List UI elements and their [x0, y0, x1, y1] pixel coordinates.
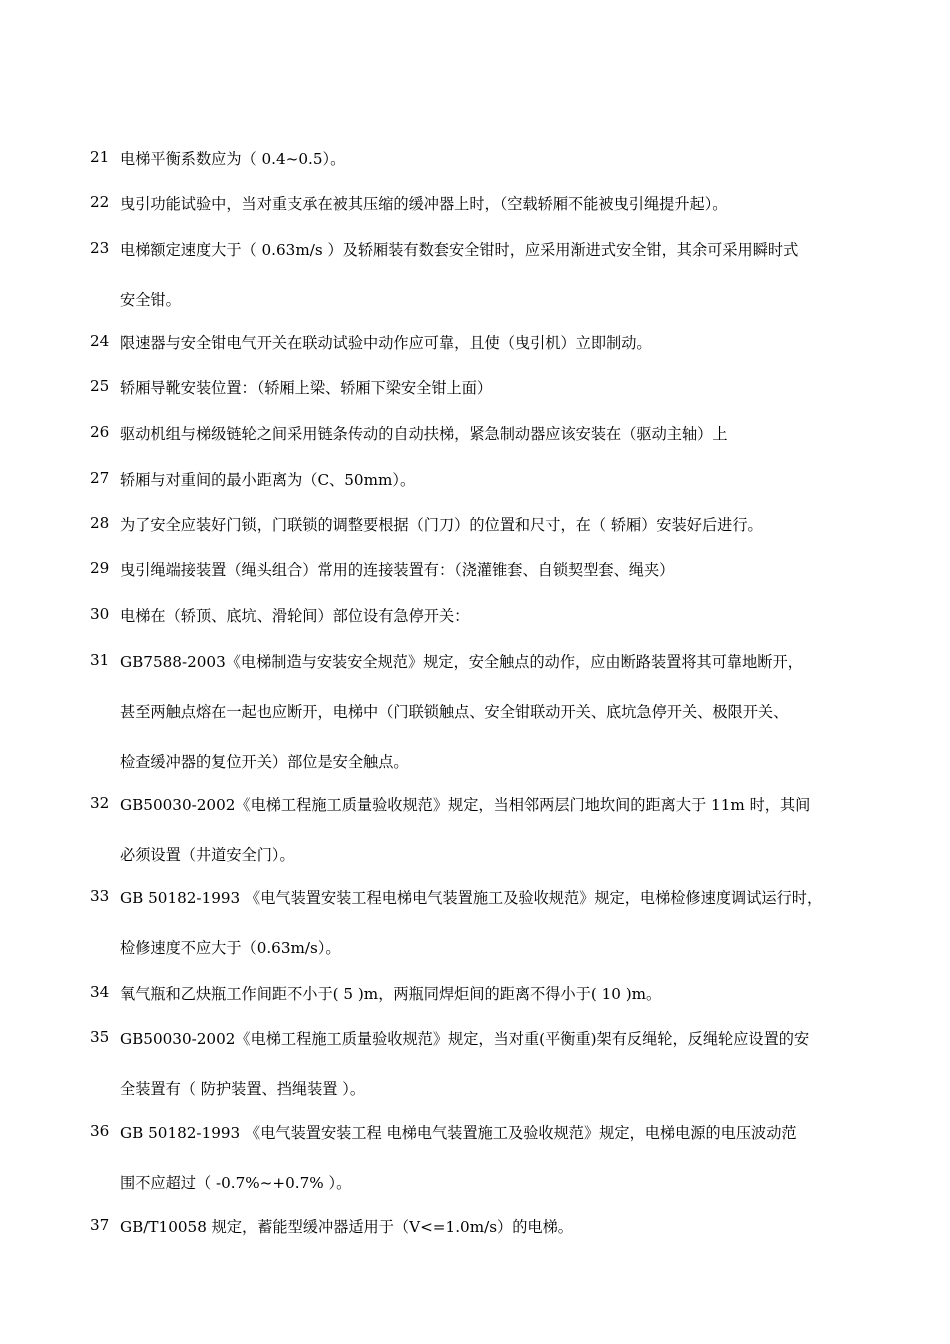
item-text: 安全钳。 [120, 291, 181, 309]
item-text: 轿厢导靴安装位置：（轿厢上梁、轿厢下梁安全钳上面） [120, 379, 493, 397]
item-number: 32 [90, 794, 110, 812]
item-number: 23 [90, 239, 110, 257]
item-number: 31 [90, 651, 110, 669]
item-text: GB7588-2003《电梯制造与安装安全规范》规定，安全触点的动作，应由断路装置将其可靠地断开， [120, 653, 803, 671]
item-text: 电梯在（轿顶、底坑、滑轮间）部位设有急停开关： [120, 607, 470, 625]
item-text: 为了安全应装好门锁，门联锁的调整要根据（门刀）的位置和尺寸，在（ 轿厢）安装好后进行。 [120, 516, 763, 534]
item-number: 27 [90, 469, 110, 487]
item-text: 检修速度不应大于（0.63m/s）。 [120, 939, 341, 957]
item-number: 26 [90, 423, 110, 441]
item-text: 氧气瓶和乙炔瓶工作间距不小于( 5 )m，两瓶同焊炬间的距离不得小于( 10 )m。 [120, 985, 662, 1003]
item-number: 36 [90, 1122, 110, 1140]
item-number: 22 [90, 193, 110, 211]
item-text: GB 50182-1993 《电气装置安装工程电梯电气装置施工及验收规范》规定，电梯检修速度调试运行时， [120, 889, 823, 907]
item-text: 必须设置（井道安全门）。 [120, 846, 295, 864]
item-number: 35 [90, 1028, 110, 1046]
item-text: GB/T10058 规定，蓄能型缓冲器适用于（V<=1.0m/s）的电梯。 [120, 1218, 573, 1236]
item-text: 全装置有（ 防护装置、挡绳装置 ）。 [120, 1080, 366, 1098]
item-number: 21 [90, 148, 110, 166]
item-number: 30 [90, 605, 110, 623]
item-text: 轿厢与对重间的最小距离为（C、50mm）。 [120, 471, 416, 489]
item-text: GB 50182-1993 《电气装置安装工程 电梯电气装置施工及验收规范》规定，电梯电源的电压波动范 [120, 1124, 797, 1142]
item-number: 37 [90, 1216, 110, 1234]
item-number: 24 [90, 332, 110, 350]
item-text: 电梯平衡系数应为（ 0.4~0.5）。 [120, 150, 346, 168]
item-number: 25 [90, 377, 110, 395]
item-text: 围不应超过（ -0.7%~+0.7% ）。 [120, 1174, 352, 1192]
item-text: GB50030-2002《电梯工程施工质量验收规范》规定，当相邻两层门地坎间的距离大于 11m 时，其间 [120, 796, 811, 814]
item-number: 34 [90, 983, 110, 1001]
item-number: 28 [90, 514, 110, 532]
item-text: 甚至两触点熔在一起也应断开，电梯中（门联锁触点、安全钳联动开关、底坑急停开关、极限开关、 [120, 703, 789, 721]
item-text: GB50030-2002《电梯工程施工质量验收规范》规定，当对重(平衡重)架有反绳轮，反绳轮应设置的安 [120, 1030, 810, 1048]
item-text: 限速器与安全钳电气开关在联动试验中动作应可靠，且使（曳引机）立即制动。 [120, 334, 652, 352]
item-text: 电梯额定速度大于（ 0.63m/s ）及轿厢装有数套安全钳时，应采用渐进式安全钳，其余可采用瞬时式 [120, 241, 799, 259]
item-text: 曳引绳端接装置（绳头组合）常用的连接装置有：（浇灌锥套、自锁契型套、绳夹） [120, 561, 675, 579]
item-number: 29 [90, 559, 110, 577]
item-text: 驱动机组与梯级链轮之间采用链条传动的自动扶梯，紧急制动器应该安装在（驱动主轴）上 [120, 425, 728, 443]
item-text: 检查缓冲器的复位开关）部位是安全触点。 [120, 753, 409, 771]
item-number: 33 [90, 887, 110, 905]
item-text: 曳引功能试验中，当对重支承在被其压缩的缓冲器上时，（空载轿厢不能被曳引绳提升起）。 [120, 195, 728, 213]
